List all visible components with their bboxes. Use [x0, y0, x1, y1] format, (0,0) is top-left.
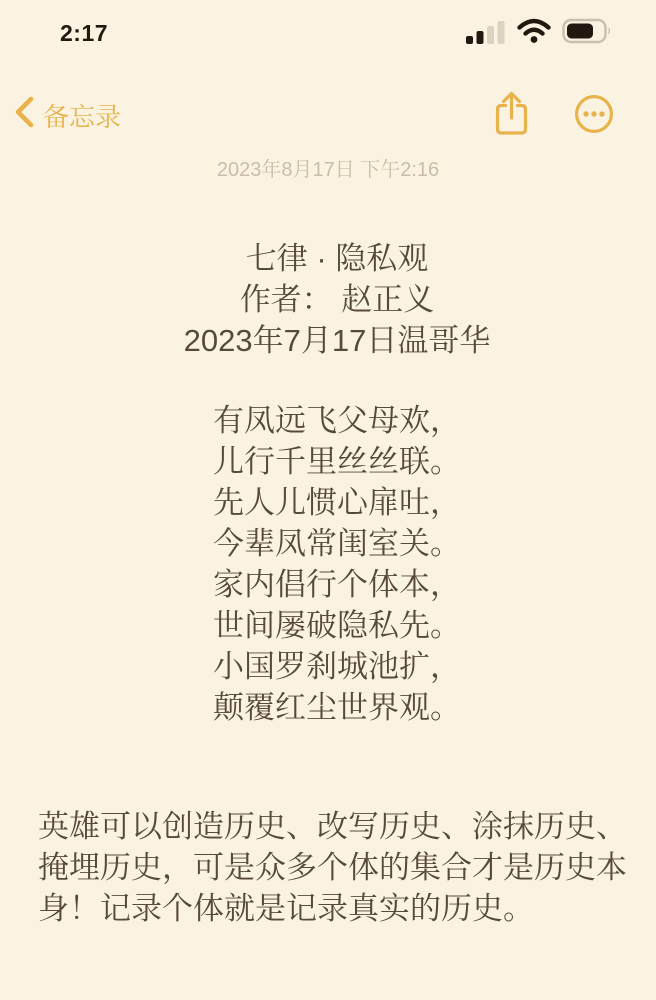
ellipsis-circle-icon [574, 94, 614, 137]
poem-author-line: 作者： 赵正义 [239, 282, 435, 317]
blank-line [38, 361, 636, 400]
chevron-left-icon [14, 96, 34, 135]
poem-title: 七律 · 隐私观 [245, 241, 429, 276]
poem-date-line: 2023年7月17日温哥华 [183, 323, 491, 358]
note-timestamp: 2023年8月17日 下午2:16 [216, 159, 440, 181]
wifi-icon [517, 18, 551, 49]
poem-line: 今辈凤常闺室关。 [213, 526, 461, 561]
share-icon [493, 90, 530, 140]
status-time: 2:17 [60, 19, 109, 46]
epilogue-line: 身！记录个体就是记录真实的历史。 [38, 891, 534, 926]
more-options-button[interactable] [574, 94, 614, 137]
note-body[interactable] [0, 238, 656, 929]
back-button-label: 备忘录 [43, 101, 122, 132]
cellular-signal-icon [466, 17, 506, 50]
battery-icon [562, 18, 612, 49]
status-icons [466, 17, 612, 50]
poem-line: 颠覆红尘世界观。 [213, 690, 461, 725]
poem-line: 小国罗刹城池扩， [213, 649, 461, 684]
share-button[interactable] [493, 90, 530, 140]
poem-line: 世间屡破隐私先。 [213, 608, 461, 643]
poem-line: 家内倡行个体本， [213, 567, 461, 602]
poem-line: 儿行千里丝丝联。 [213, 444, 461, 479]
epilogue-line: 英雄可以创造历史、改写历史、涂抹历史、 [38, 809, 627, 844]
blank-lines [38, 728, 636, 806]
back-button[interactable] [14, 96, 121, 135]
poem-line: 有凤远飞父母欢， [213, 403, 461, 438]
status-bar [0, 0, 656, 50]
note-content [0, 158, 656, 929]
epilogue-line: 掩埋历史，可是众多个体的集合才是历史本 [38, 850, 627, 885]
nav-actions [493, 90, 614, 140]
nav-bar [0, 50, 656, 140]
poem-line: 先人儿惯心扉吐， [213, 485, 461, 520]
